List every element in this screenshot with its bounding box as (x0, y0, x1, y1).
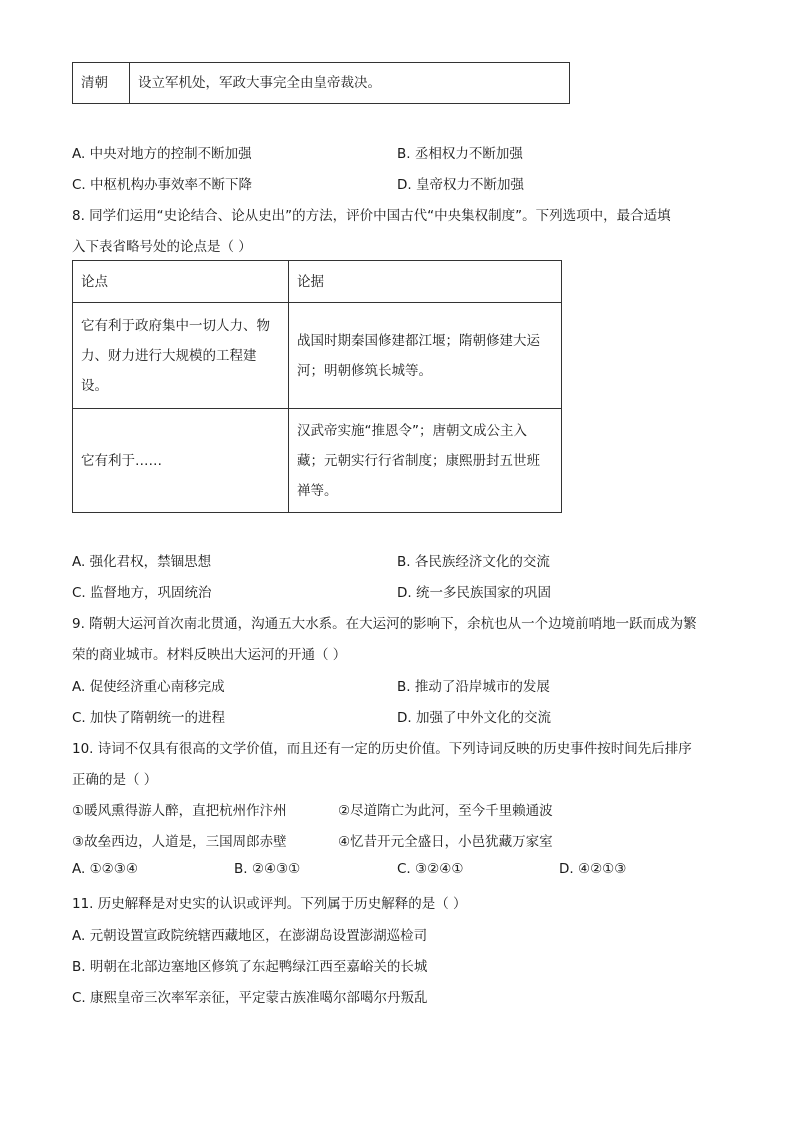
q8-table-header-point: 论点 (73, 261, 289, 303)
q8-table-row1-evidence: 战国时期秦国修建都江堰；隋朝修建大运 河；明朝修筑长城等。 (289, 303, 562, 409)
q10-option-c[interactable]: C. ③②④① (397, 861, 464, 877)
q10-poem-3: ③故垒西边，人道是，三国周郎赤壁 (72, 834, 287, 850)
q9-stem-line2: 荣的商业城市。材料反映出大运河的开通（ ） (72, 647, 347, 663)
q10-option-d[interactable]: D. ④②①③ (559, 861, 627, 877)
q11-option-a[interactable]: A. 元朝设置宣政院统辖西藏地区，在澎湖岛设置澎湖巡检司 (72, 928, 428, 944)
q8-option-d[interactable]: D. 统一多民族国家的巩固 (397, 585, 551, 601)
q10-stem-line1: 10. 诗词不仅具有很高的文学价值，而且还有一定的历史价值。下列诗词反映的历史事件按时间先后排序 (72, 741, 692, 757)
q10-option-a[interactable]: A. ①②③④ (72, 861, 138, 877)
q8-table-header-evidence: 论据 (289, 261, 562, 303)
q10-stem-line2: 正确的是（ ） (72, 772, 158, 788)
q11-option-b[interactable]: B. 明朝在北部边塞地区修筑了东起鸭绿江西至嘉峪关的长城 (72, 959, 428, 975)
q10-poem-2: ②尽道隋亡为此河，至今千里赖通波 (338, 803, 553, 819)
q8-table-row1-point: 它有利于政府集中一切人力、物 力、财力进行大规模的工程建 设。 (73, 303, 289, 409)
top-table-dynasty: 清朝 (73, 63, 130, 104)
q10-option-b[interactable]: B. ②④③① (234, 861, 301, 877)
q7-option-d[interactable]: D. 皇帝权力不断加强 (397, 177, 524, 193)
q7-option-b[interactable]: B. 丞相权力不断加强 (397, 146, 523, 162)
top-table (72, 62, 570, 104)
q11-option-c[interactable]: C. 康熙皇帝三次率军亲征，平定蒙古族准噶尔部噶尔丹叛乱 (72, 990, 428, 1006)
q8-table-row2-point: 它有利于…… (73, 409, 289, 513)
q8-option-b[interactable]: B. 各民族经济文化的交流 (397, 554, 550, 570)
q8-table-row2-evidence: 汉武帝实施“推恩令”；唐朝文成公主入 藏；元朝实行行省制度；康熙册封五世班 禅等。 (289, 409, 562, 513)
q8-option-c[interactable]: C. 监督地方，巩固统治 (72, 585, 212, 601)
q7-option-c[interactable]: C. 中枢机构办事效率不断下降 (72, 177, 253, 193)
q10-poem-1: ①暖风熏得游人醉，直把杭州作汴州 (72, 803, 287, 819)
q9-stem-line1: 9. 隋朝大运河首次南北贯通，沟通五大水系。在大运河的影响下，余杭也从一个边境前哨地一跃而成为繁 (72, 616, 697, 632)
q8-stem-line2: 入下表省略号处的论点是（ ） (72, 239, 252, 255)
q8-stem-line1: 8. 同学们运用“史论结合、论从史出”的方法，评价中国古代“中央集权制度”。下列选项中，最合适填 (72, 208, 671, 224)
q9-option-c[interactable]: C. 加快了隋朝统一的进程 (72, 710, 226, 726)
q9-option-b[interactable]: B. 推动了沿岸城市的发展 (397, 679, 550, 695)
q10-poem-4: ④忆昔开元全盛日，小邑犹藏万家室 (338, 834, 553, 850)
top-table-event: 设立军机处，军政大事完全由皇帝裁决。 (130, 63, 570, 104)
q9-option-a[interactable]: A. 促使经济重心南移完成 (72, 679, 225, 695)
q9-option-d[interactable]: D. 加强了中外文化的交流 (397, 710, 551, 726)
q11-stem-line1: 11. 历史解释是对史实的认识或评判。下列属于历史解释的是（ ） (72, 896, 467, 912)
q8-option-a[interactable]: A. 强化君权，禁锢思想 (72, 554, 212, 570)
q7-option-a[interactable]: A. 中央对地方的控制不断加强 (72, 146, 252, 162)
q8-table (72, 260, 562, 513)
